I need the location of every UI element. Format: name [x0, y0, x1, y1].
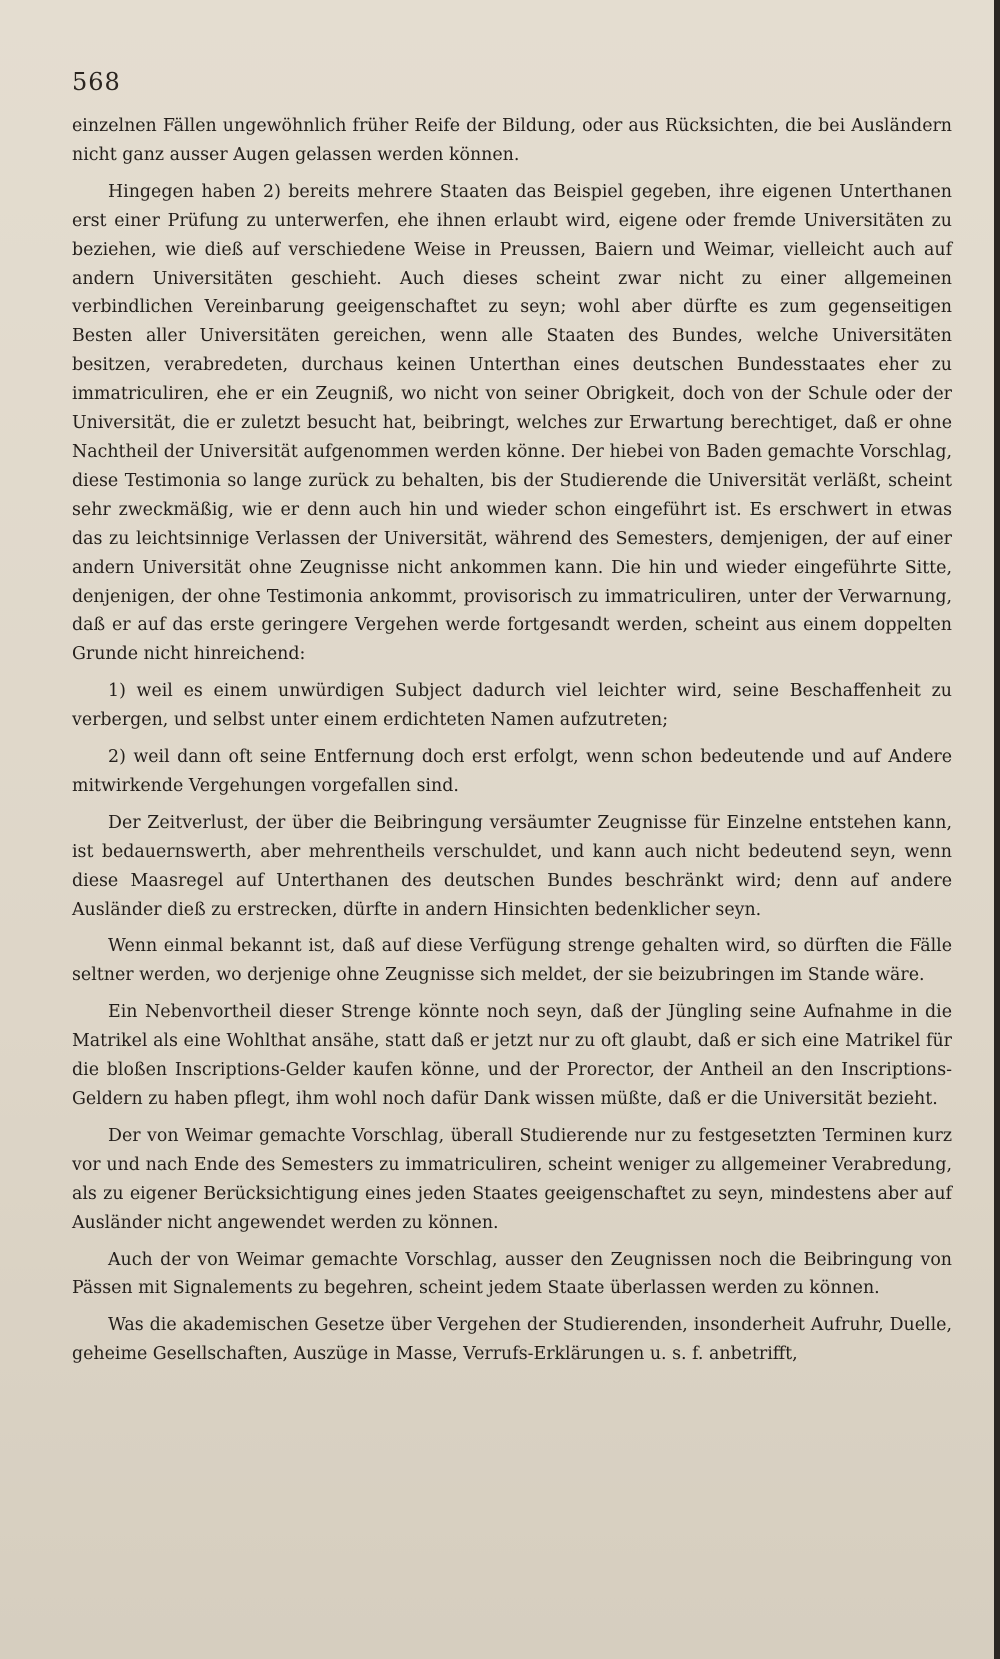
paragraph-weimar-passports: Auch der von Weimar gemachte Vorschlag, ausser den Zeugnissen noch die Beibringung von Pässen mit Signalements zu begehren, scheint jedem Staate überlassen werden zu können.: [72, 1249, 952, 1299]
paragraph-academic-laws: Was die akademischen Gesetze über Vergehen der Studierenden, insonderheit Aufruhr, Duelle, geheime Gesellschaften, Auszüge in Masse, Verrufs-Erklärungen u. s. f. anbetrifft,: [72, 1315, 952, 1365]
body-text: [72, 112, 952, 1369]
paragraph-reason-2: 2) weil dann oft seine Entfernung doch erst erfolgt, wenn schon bedeutende und auf Andere mitwirkende Vergehungen vorgefallen sind.: [72, 747, 952, 796]
paragraph-time-loss: Der Zeitverlust, der über die Beibringung versäumter Zeugnisse für Einzelne entstehen kann, ist bedauernswerth, aber mehrentheils verschuldet, und kann auch nicht bedeutend seyn, wenn diese Maasregel auf Unterthanen des deutschen Bundes beschränkt wird; denn auf andere Ausländer dieß zu erstrecken, dürfte in andern Hinsichten bedenklicher seyn.: [72, 812, 952, 920]
paragraph-side-benefit: Ein Nebenvortheil dieser Strenge könnte noch seyn, daß der Jüngling seine Aufnahme in die Matrikel als eine Wohlthat ansähe, statt daß er jetzt nur zu oft glaubt, daß er sich eine Matrikel für die bloßen Inscriptions-Gelder kaufen könne, und der Prorector, der Antheil an den Inscriptions-Geldern zu haben pflegt, ihm wohl noch dafür Dank wissen müßte, daß er die Universität bezieht.: [72, 1002, 952, 1109]
page-number: 568: [72, 68, 121, 96]
paragraph-strict-enforcement: Wenn einmal bekannt ist, daß auf diese Verfügung strenge gehalten wird, so dürften die Fälle seltner werden, wo derjenige ohne Zeugnisse sich meldet, der sie beizubringen im Stande wäre.: [72, 936, 952, 986]
paragraph-weimar-terms: Der von Weimar gemachte Vorschlag, überall Studierende nur zu festgesetzten Terminen kurz vor und nach Ende des Semesters zu immatriculiren, scheint weniger zu allgemeiner Verabredung, als zu eigener Berücksichtigung eines jeden Staates geeigenschaftet zu seyn, mindestens aber auf Ausländer nicht angewendet werden zu können.: [72, 1125, 952, 1233]
paragraph-reason-1: 1) weil es einem unwürdigen Subject dadurch viel leichter wird, seine Beschaffenheit zu verbergen, und selbst unter einem erdichteten Namen aufzutreten;: [72, 681, 952, 731]
paragraph-universities-examination: Hingegen haben 2) bereits mehrere Staaten das Beispiel gegeben, ihre eigenen Unterthanen erst einer Prüfung zu unterwerfen, ehe ihnen erlaubt wird, eigene oder fremde Universitäten zu beziehen, wie dieß auf verschiedene Weise in Preussen, Baiern und Weimar, vielleicht auch auf andern Universitäten geschieht. Auch dieses scheint zwar nicht zu einer allgemeinen verbindlichen Vereinbarung geeigenschaftet zu seyn; wohl aber dürfte es zum gegenseitigen Besten aller Universitäten gereichen, wenn alle Staaten des Bundes, welche Universitäten besitzen, verabredeten, durchaus keinen Unterthan eines deutschen Bundesstaates eher zu immatriculiren, ehe er ein Zeugniß, wo nicht von seiner Obrigkeit, doch von der Schule oder der Universität, die er zuletzt besucht hat, beibringt, welches zur Erwartung berechtiget, daß er ohne Nachtheil der Universität aufgenommen werden könne. Der hiebei von Baden gemachte Vorschlag, diese Testimonia so lange zurück zu behalten, bis der Studierende die Universität verläßt, scheint sehr zweckmäßig, wie er denn auch hin und wieder schon eingeführt ist. Es erschwert in etwas das zu leichtsinnige Verlassen der Universität, während des Semesters, demjenigen, der auf einer andern Universität ohne Zeugnisse nicht ankommen kann. Die hin und wieder eingeführte Sitte, denjenigen, der ohne Testimonia ankommt, provisorisch zu immatriculiren, unter der Verwarnung, daß er auf das erste geringere Vergehen werde fortgesandt werden, scheint aus einem doppelten Grunde nicht hinreichend:: [72, 181, 952, 665]
paragraph-continuation: einzelnen Fällen ungewöhnlich früher Reife der Bildung, oder aus Rücksichten, die bei Ausländern nicht ganz ausser Augen gelassen werden können.: [72, 116, 952, 165]
